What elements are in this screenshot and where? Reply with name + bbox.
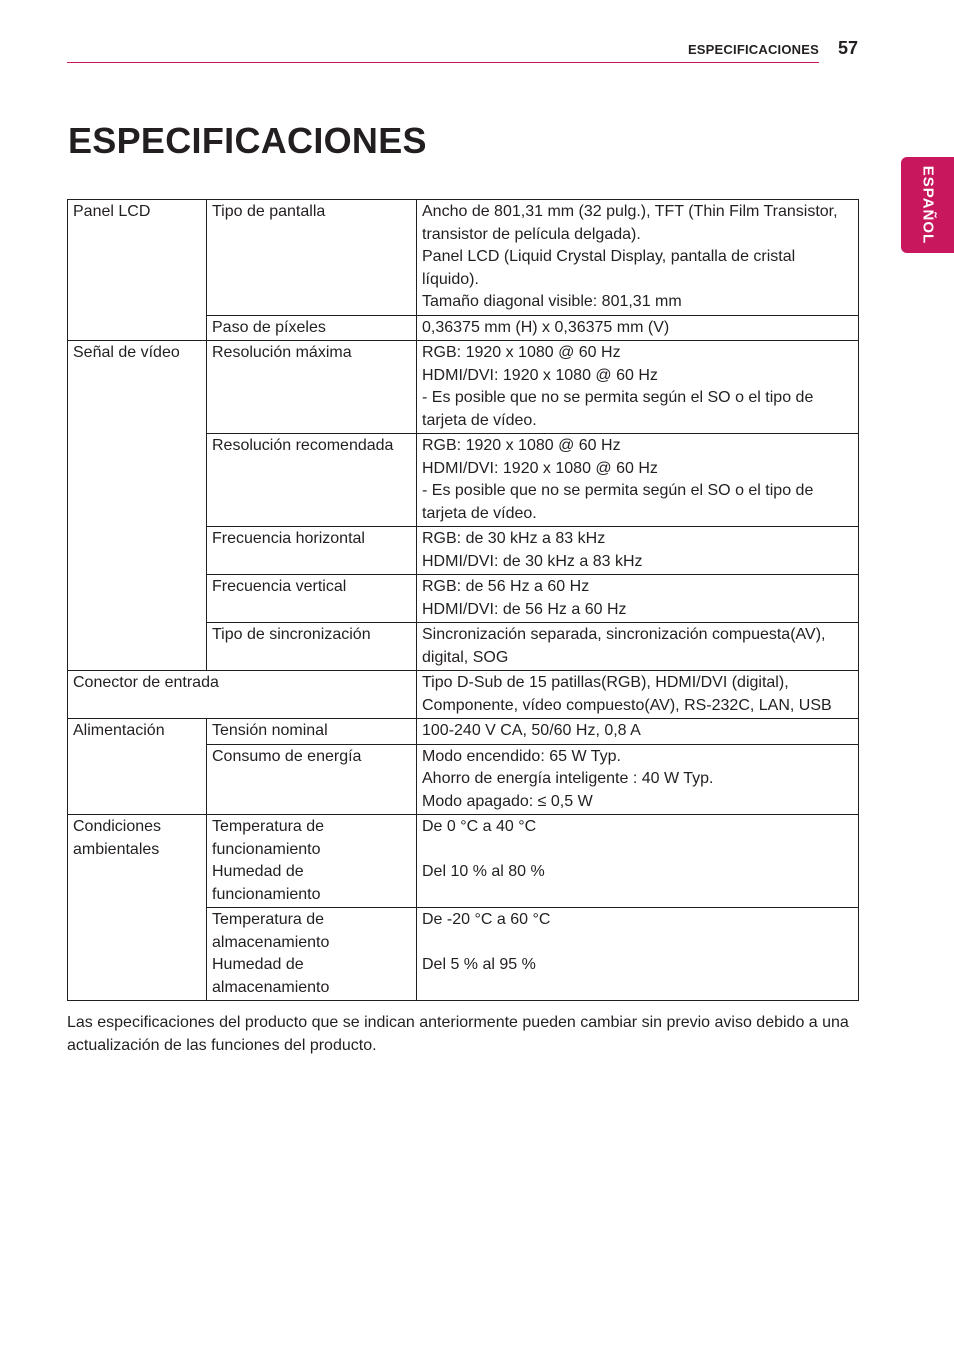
spec-value: RGB: de 30 kHz a 83 kHz HDMI/DVI: de 30 kHz a 83 kHz <box>417 527 859 575</box>
category-cell: Panel LCD <box>68 200 207 341</box>
spec-label: Tipo de sincronización <box>207 623 417 671</box>
page-number: 57 <box>838 38 859 58</box>
spec-label: Temperatura de funcionamiento Humedad de funcionamiento <box>207 815 417 908</box>
spec-label: Tensión nominal <box>207 719 417 745</box>
category-cell: Alimentación <box>68 719 207 815</box>
category-cell: Señal de vídeo <box>68 341 207 671</box>
spec-label: Paso de píxeles <box>207 315 417 341</box>
spec-label: Frecuencia vertical <box>207 575 417 623</box>
language-tab <box>901 157 954 253</box>
spec-value: De -20 °C a 60 °C Del 5 % al 95 % <box>417 908 859 1001</box>
spec-value: RGB: de 56 Hz a 60 Hz HDMI/DVI: de 56 Hz a 60 Hz <box>417 575 859 623</box>
footnote: Las especificaciones del producto que se indican anteriormente pueden cambiar sin previo aviso debido a una actualización de las funciones del producto. <box>67 1014 849 1054</box>
table-row <box>68 341 859 434</box>
header-rule <box>67 62 819 63</box>
spec-label: Temperatura de almacenamiento Humedad de almacenamiento <box>207 908 417 1001</box>
spec-value: 100-240 V CA, 50/60 Hz, 0,8 A <box>417 719 859 745</box>
spec-label: Resolución recomendada <box>207 434 417 527</box>
spec-value: Ancho de 801,31 mm (32 pulg.), TFT (Thin Film Transistor, transistor de película delgada). Panel LCD (Liquid Crystal Display, pantalla de cristal líquido). Tamaño diagonal visible: 801,31 mm <box>417 200 859 316</box>
table-row <box>68 815 859 908</box>
table-row <box>68 200 859 316</box>
language-tab-label: ESPAÑOL <box>919 165 936 245</box>
spec-value: 0,36375 mm (H) x 0,36375 mm (V) <box>417 315 859 341</box>
spec-value: Sincronización separada, sincronización compuesta(AV), digital, SOG <box>417 623 859 671</box>
spec-label: Consumo de energía <box>207 744 417 815</box>
category-cell: Condiciones ambientales <box>68 815 207 1001</box>
spec-value: RGB: 1920 x 1080 @ 60 Hz HDMI/DVI: 1920 x 1080 @ 60 Hz - Es posible que no se permita según el SO o el tipo de tarjeta de vídeo. <box>417 341 859 434</box>
running-title: ESPECIFICACIONES <box>687 42 819 57</box>
category-cell: Conector de entrada <box>68 671 417 719</box>
spec-value: RGB: 1920 x 1080 @ 60 Hz HDMI/DVI: 1920 x 1080 @ 60 Hz - Es posible que no se permita según el SO o el tipo de tarjeta de vídeo. <box>417 434 859 527</box>
spec-label: Frecuencia horizontal <box>207 527 417 575</box>
table-row <box>68 671 859 719</box>
spec-label: Tipo de pantalla <box>207 200 417 316</box>
spec-value: De 0 °C a 40 °C Del 10 % al 80 % <box>417 815 859 908</box>
spec-value: Modo encendido: 65 W Typ. Ahorro de energía inteligente : 40 W Typ. Modo apagado: ≤ 0,5 W <box>417 744 859 815</box>
page-title: ESPECIFICACIONES <box>68 120 427 161</box>
specifications-table <box>67 199 859 1001</box>
spec-value: Tipo D-Sub de 15 patillas(RGB), HDMI/DVI (digital), Componente, vídeo compuesto(AV), RS-232C, LAN, USB <box>417 671 859 719</box>
spec-label: Resolución máxima <box>207 341 417 434</box>
table-row <box>68 719 859 745</box>
